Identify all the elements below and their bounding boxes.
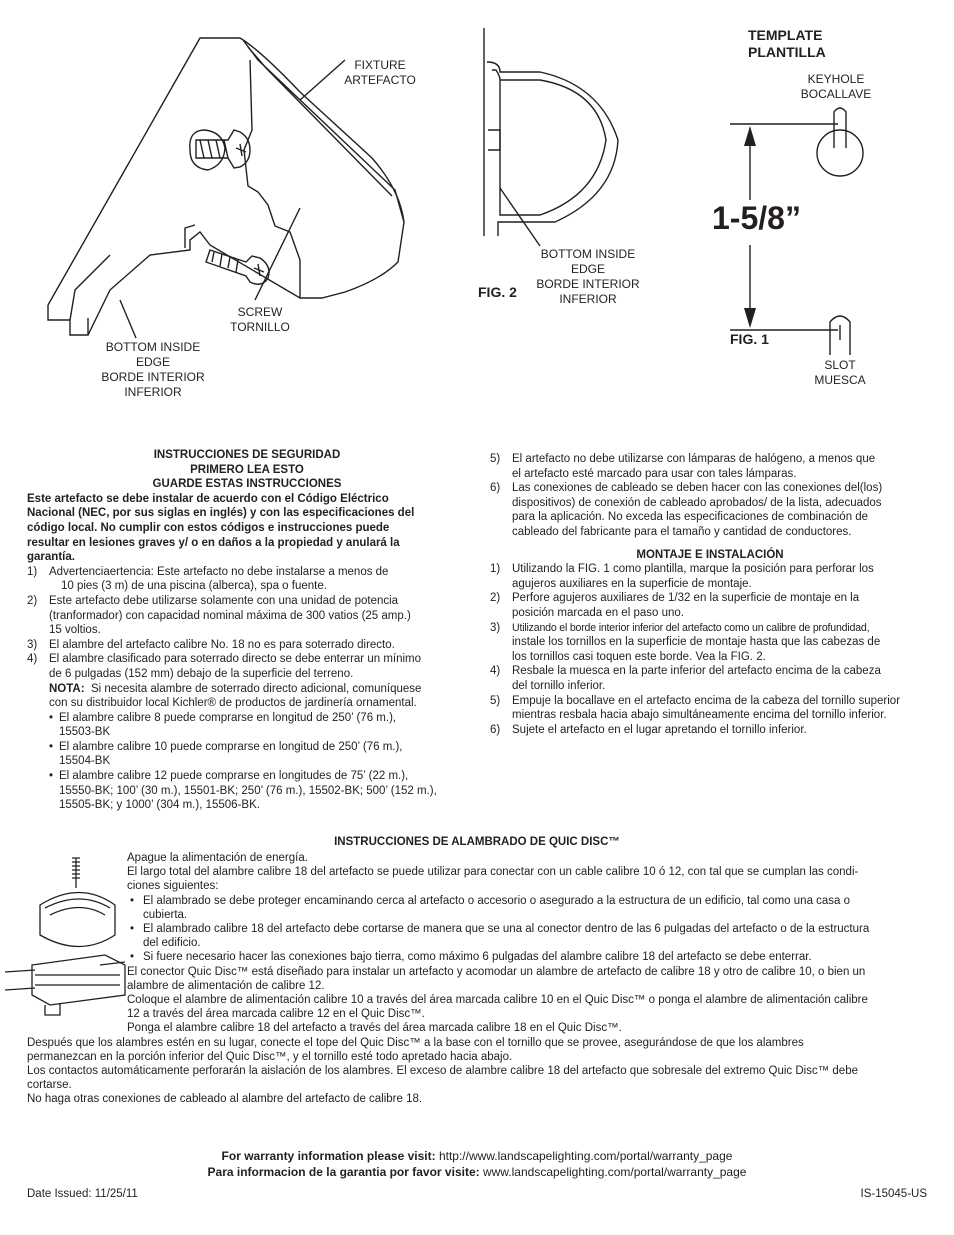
warranty-line-es xyxy=(0,1164,954,1180)
item-number: 5) xyxy=(490,694,501,707)
safety-section xyxy=(27,448,467,813)
item-line: 15 voltios. xyxy=(49,624,101,637)
quic-line: Después que los alambres estén en su lugar, conecte el tope del Quic Disc™ a la base con el tornillo que se provee, asegurándose de que los alambres xyxy=(27,1036,804,1049)
bullet-line: El alambrado se debe proteger encaminando cerca al artefacto o accesorio o asegurado a la estructura de un edificio, tal como una casa o xyxy=(143,894,851,907)
bullet-dot: • xyxy=(49,711,54,724)
item-number: 6) xyxy=(490,482,501,495)
quic-line: Ponga el alambre calibre 18 del artefacto a través del área marcada calibre 18 en el Quic Disc™. xyxy=(127,1022,622,1035)
screw-label-en: SCREW xyxy=(237,305,283,319)
item-number: 1) xyxy=(490,563,501,576)
item-number: 3) xyxy=(27,638,38,651)
bullet-line: El alambrado calibre 18 del artefacto debe cortarse de manera que se una al conector dentro de las 6 pulgadas del artefacto o de la estructura xyxy=(143,923,870,936)
mount-item xyxy=(490,723,930,738)
fixture-label-en: FIXTURE xyxy=(354,58,406,72)
safety-item xyxy=(27,638,467,653)
mount-heading: MONTAJE E INSTALACIÓN xyxy=(636,548,784,561)
quic-line: ciones siguientes: xyxy=(127,880,219,893)
item-line: (tranformador) con capacidad nominal máxima de 300 vatios (25 amp.) xyxy=(49,609,411,622)
label-line: BORDE INTERIOR xyxy=(536,277,640,291)
fig1-label: FIG. 1 xyxy=(730,331,769,347)
safety-item xyxy=(490,452,930,481)
item-line: mientras resbala hacia abajo simultáneamente encima del tornillo inferior. xyxy=(512,709,887,722)
item-line: Las conexiones de cableado se deben hacer con las conexiones del(los) xyxy=(512,482,883,495)
fig2-drawing xyxy=(484,28,618,246)
mount-item xyxy=(490,694,930,723)
nota-label: NOTA: xyxy=(49,682,85,695)
quic-line: alambre de alimentación de calibre 12. xyxy=(127,979,325,992)
screw-label xyxy=(215,305,305,335)
mount-item xyxy=(490,591,930,620)
quic-line: 12 a través del área marcada calibre 12 en el Quic Disc™. xyxy=(127,1008,425,1021)
upper-screw-icon xyxy=(196,130,250,168)
item-line: agujeros auxiliares en la superficie de montaje. xyxy=(512,577,752,590)
slot-label-en: SLOT xyxy=(824,358,856,372)
bullet-line: 15503-BK xyxy=(59,726,111,739)
bullet-line: 15550-BK; 100’ (30 m.), 15501-BK; 250’ (76 m.), 15502-BK; 500’ (152 m.), xyxy=(59,784,437,797)
item-line: El alambre clasificado para soterrado directo se debe enterrar un mínimo xyxy=(49,653,422,666)
label-line: EDGE xyxy=(135,355,170,369)
date-issued: Date Issued: 11/25/11 xyxy=(27,1188,138,1200)
screw-label-es: TORNILLO xyxy=(230,320,290,334)
bullet-line: 15504-BK xyxy=(59,755,111,768)
intro-line: código local. No cumplir con estos códigos e instrucciones puede xyxy=(27,521,390,534)
bullet-line: El alambre calibre 10 puede comprarse en longitud de 250’ (76 m.), xyxy=(59,740,403,753)
bullet-line: cubierta. xyxy=(143,908,188,921)
quic-bullet xyxy=(0,950,935,964)
item-line: Sujete el artefacto en el lugar apretando el tornillo inferior. xyxy=(512,723,807,736)
nota-line xyxy=(49,682,467,697)
safety-item xyxy=(490,481,930,539)
safety-item xyxy=(27,565,467,594)
slot-icon xyxy=(830,316,850,355)
bottom-edge-label-fig2 xyxy=(528,247,648,307)
item-line: el artefacto esté marcado para usar con tales lámparas. xyxy=(512,467,797,480)
item-line: El artefacto no debe utilizarse con lámparas de halógeno, a menos que xyxy=(512,453,876,465)
bottom-edge-label-left xyxy=(93,340,213,400)
item-line: 10 pies (3 m) de una piscina (alberca), spa o fuente. xyxy=(61,580,327,593)
quic-line: Coloque el alambre de alimentación calibre 10 a través del área marcada calibre 10 en el Quic Disc™ o ponga el alambre de alimentación calibre xyxy=(127,994,868,1007)
item-number: 5) xyxy=(490,453,501,465)
safety-heading xyxy=(27,448,467,492)
quic-line: Apague la alimentación de energía. xyxy=(127,852,308,864)
bullet-dot: • xyxy=(130,951,135,964)
safety-intro xyxy=(27,492,467,565)
right-column xyxy=(490,452,930,737)
heading-line: PRIMERO LEA ESTO xyxy=(190,463,304,476)
keyhole-icon xyxy=(817,108,863,176)
safety-item xyxy=(27,594,467,638)
quic-line: El largo total del alambre calibre 18 del artefacto se puede utilizar para conectar con un cable calibre 10 ó 12, con tal que se cumplan las condi- xyxy=(127,866,859,879)
keyhole-label-es: BOCALLAVE xyxy=(800,87,872,101)
bullet-line: del edificio. xyxy=(143,937,201,950)
label-line: INFERIOR xyxy=(124,385,182,399)
slot-label xyxy=(800,358,880,388)
item-line: Empuje la bocallave en el artefacto encima de la cabeza del tornillo superior xyxy=(512,694,901,707)
item-line: El alambre del artefacto calibre No. 18 no es para soterrado directo. xyxy=(49,638,395,651)
wire-bullet xyxy=(49,740,467,769)
quic-section xyxy=(0,851,935,1107)
bullet-dot: • xyxy=(49,770,54,783)
nota-text: Si necesita alambre de soterrado directo adicional, comuníquese xyxy=(90,682,422,695)
warranty-label-es: Para informacion de la garantia por favor visite: xyxy=(207,1165,480,1179)
safety-item xyxy=(27,652,467,813)
item-number: 3) xyxy=(490,621,501,634)
label-line: INFERIOR xyxy=(559,292,617,306)
intro-line: resultar en lesiones graves y/ o en daños a la propiedad y anulará la xyxy=(27,536,400,549)
bullet-line: Si fuere necesario hacer las conexiones bajo tierra, como máximo 6 pulgadas del alambre calibre 18 del artefacto se debe enterrar. xyxy=(143,951,812,964)
bullet-line: El alambre calibre 8 puede comprarse en longitud de 250’ (76 m.), xyxy=(59,711,397,724)
item-line: cableado del fabricante para el tamaño y cantidad de conductores. xyxy=(512,525,852,538)
item-line: dispositivos) de conexión de cableado aprobados/ de la lista, adecuados xyxy=(512,496,882,509)
intro-line: Nacional (NEC, por sus siglas en inglés) y con las especificaciones del xyxy=(27,507,415,520)
template-title xyxy=(748,27,848,61)
fixture-label xyxy=(330,58,430,88)
wire-bullet xyxy=(49,769,467,813)
item-line: Advertenciaertencia: Este artefacto no debe instalarse a menos de xyxy=(49,565,389,578)
label-line: BOTTOM INSIDE xyxy=(105,340,201,354)
quic-line: cortarse. xyxy=(27,1079,72,1092)
nota-text: con su distribuidor local Kichler® de productos de jardinería ornamental. xyxy=(49,697,417,710)
item-line: para la aplicación. No exceda las especificaciones de combinación de xyxy=(512,511,869,524)
heading-line: GUARDE ESTAS INSTRUCCIONES xyxy=(152,478,342,491)
label-line: EDGE xyxy=(570,262,605,276)
quic-bullet xyxy=(0,922,935,950)
keyhole-label xyxy=(786,72,886,102)
item-line: Perfore agujeros auxiliares de 1/32 en la superficie de montaje en la xyxy=(512,592,860,605)
document-id: IS-15045-US xyxy=(860,1188,927,1200)
item-number: 2) xyxy=(490,592,501,605)
item-line: del tornillo inferior. xyxy=(512,679,606,692)
bullet-dot: • xyxy=(130,894,135,907)
fixture-label-es: ARTEFACTO xyxy=(344,73,416,87)
dimension-label: 1-5/8” xyxy=(712,200,801,236)
quic-line: El conector Quic Disc™ está diseñado para instalar un artefacto y acomodar un alambre de artefacto de calibre 18 y otro de calibre 10, o bien un xyxy=(127,965,866,978)
item-line: los tornillos casi toquen este borde. Vea la FIG. 2. xyxy=(512,650,766,663)
quic-line: No haga otras conexiones de cableado al alambre del artefacto de calibre 18. xyxy=(27,1093,423,1106)
item-line: Resbale la muesca en la parte inferior del artefacto encima de la cabeza xyxy=(512,665,881,678)
lower-screw-icon xyxy=(206,250,269,284)
item-line: posición marcada en el paso uno. xyxy=(512,606,684,619)
item-number: 6) xyxy=(490,723,501,736)
bullet-dot: • xyxy=(130,923,135,936)
mount-item xyxy=(490,621,930,665)
quic-heading: INSTRUCCIONES DE ALAMBRADO DE QUIC DISC™ xyxy=(334,836,620,848)
warranty-url-es[interactable]: www.landscapelighting.com/portal/warranty_page xyxy=(482,1165,747,1179)
warranty-line-en xyxy=(0,1148,954,1164)
fig2-label: FIG. 2 xyxy=(478,284,517,300)
item-number: 4) xyxy=(490,665,501,678)
intro-line: Este artefacto se debe instalar de acuerdo con el Código Eléctrico xyxy=(27,492,389,505)
item-line: Este artefacto debe utilizarse solamente con una unidad de potencia xyxy=(49,594,399,607)
item-line: Utilizando el borde interior inferior del artefacto como un calibre de profundidad, xyxy=(512,621,870,634)
wire-bullet xyxy=(49,711,467,740)
item-line: Utilizando la FIG. 1 como plantilla, marque la posición para perforar los xyxy=(512,563,874,576)
quic-line: Los contactos automáticamente perforarán la aislación de los alambres. El exceso de alambre calibre 18 del artefacto que sobresale del extremo Quic Disc™ debe xyxy=(27,1065,858,1078)
quic-line: permanezcan en la porción inferior del Quic Disc™, y el tornillo esté todo apretado hacia abajo. xyxy=(27,1050,513,1063)
template-title-en: TEMPLATE xyxy=(748,27,823,43)
label-line: BORDE INTERIOR xyxy=(101,370,205,384)
item-number: 1) xyxy=(27,565,38,578)
label-line: BOTTOM INSIDE xyxy=(540,247,636,261)
bullet-line: El alambre calibre 12 puede comprarse en longitudes de 75’ (22 m.), xyxy=(59,770,409,783)
mount-item xyxy=(490,562,930,591)
warranty-url-en[interactable]: http://www.landscapelighting.com/portal/warranty_page xyxy=(438,1149,733,1163)
item-line: de 6 pulgadas (152 mm) debajo de la superficie del terreno. xyxy=(49,667,354,680)
template-title-es: PLANTILLA xyxy=(748,44,826,60)
warranty-label-en: For warranty information please visit: xyxy=(221,1149,436,1163)
mount-item xyxy=(490,664,930,693)
heading-line: INSTRUCCIONES DE SEGURIDAD xyxy=(153,449,341,461)
item-number: 4) xyxy=(27,653,38,666)
keyhole-label-en: KEYHOLE xyxy=(807,72,865,86)
bullet-dot: • xyxy=(49,740,54,753)
slot-label-es: MUESCA xyxy=(814,373,866,387)
item-line: instale los tornillos en la superficie de montaje hasta que las cabezas de xyxy=(512,636,881,649)
intro-line: garantía. xyxy=(27,551,75,564)
item-number: 2) xyxy=(27,594,38,607)
bullet-line: 15505-BK; y 1000’ (304 m.), 15506-BK. xyxy=(59,799,260,812)
quic-bullet xyxy=(0,894,935,922)
